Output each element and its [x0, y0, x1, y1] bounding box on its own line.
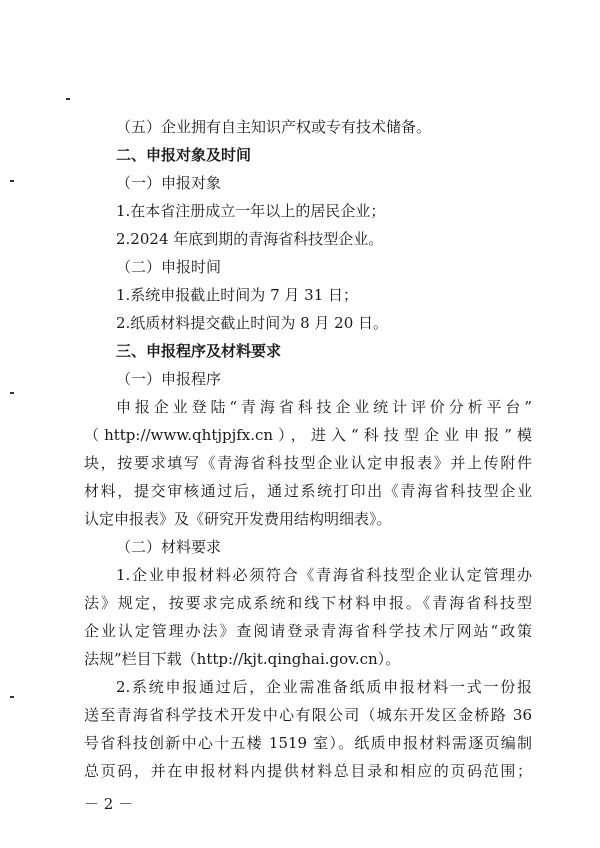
- subsection-heading: （一）申报程序: [116, 370, 222, 388]
- paragraph-line: 总页码，并在申报材料内提供材料总目录和相应的页码范围；: [84, 762, 532, 780]
- scan-mark: [10, 696, 14, 698]
- paragraph-line: 送至青海省科学技术开发中心有限公司（城东开发区金桥路 36: [84, 706, 532, 724]
- paragraph-line: 号省科技创新中心十五楼 1519 室）。纸质申报材料需逐页编制: [84, 734, 532, 752]
- subsection-heading: （一）申报对象: [116, 174, 222, 192]
- paragraph-line: 企业认定管理办法》查阅请登录青海省科学技术厅网站“政策: [84, 622, 532, 640]
- scan-mark: [10, 180, 14, 182]
- paragraph-line: 1.系统申报截止时间为 7 月 31 日；: [116, 286, 359, 304]
- paragraph-line: 2.系统申报通过后，企业需准备纸质申报材料一式一份报: [116, 678, 532, 696]
- paragraph-line: 1.企业申报材料必须符合《青海省科技型企业认定管理办: [116, 566, 532, 584]
- paragraph-line: 1.在本省注册成立一年以上的居民企业；: [116, 202, 386, 220]
- subsection-heading: （二）申报时间: [116, 258, 222, 276]
- paragraph-line: 2.纸质材料提交截止时间为 8 月 20 日。: [116, 314, 389, 332]
- paragraph-line: （五）企业拥有自主知识产权或专有技术储备。: [116, 118, 432, 136]
- paragraph-line: （http://www.qhtjpjfx.cn），进入“科技型企业申报”模: [84, 426, 532, 444]
- subsection-heading: （二）材料要求: [116, 538, 222, 556]
- paragraph-line: 块，按要求填写《青海省科技型企业认定申报表》并上传附件: [84, 454, 532, 472]
- scan-mark: [10, 392, 14, 394]
- paragraph-line: 认定申报表》及《研究开发费用结构明细表》。: [84, 510, 392, 528]
- section-heading: 三、申报程序及材料要求: [116, 342, 282, 360]
- page-number: － 2 －: [84, 795, 134, 813]
- paragraph-line: 2.2024 年底到期的青海省科技型企业。: [116, 230, 384, 248]
- paragraph-line: 法》规定，按要求完成系统和线下材料申报。《青海省科技型: [84, 594, 532, 612]
- paragraph-line: 法规”栏目下载（http://kjt.qinghai.gov.cn）。: [84, 650, 401, 668]
- section-heading: 二、申报对象及时间: [116, 146, 252, 164]
- paragraph-line: 申报企业登陆“青海省科技企业统计评价分析平台”: [116, 398, 532, 416]
- paragraph-line: 材料，提交审核通过后，通过系统打印出《青海省科技型企业: [84, 482, 532, 500]
- scan-mark: [66, 98, 70, 100]
